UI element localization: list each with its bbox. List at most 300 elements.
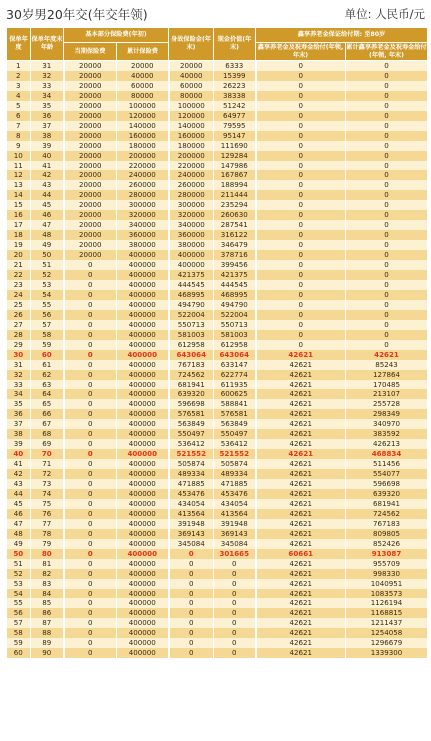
cell-pension-annual: 42621 [256,648,346,658]
cell-current-premium: 0 [64,310,117,320]
cell-death-benefit: 522004 [169,310,214,320]
cell-pension-annual: 0 [256,310,346,320]
cell-policy-year: 24 [7,290,31,300]
cell-cash-value: 643064 [214,350,256,360]
cell-cumulative-premium: 240000 [117,170,169,180]
cell-cumulative-premium: 400000 [117,360,169,370]
cell-policy-year: 59 [7,638,31,648]
cell-death-benefit: 0 [169,579,214,589]
cell-pension-annual: 42621 [256,499,346,509]
cell-pension-annual: 42621 [256,589,346,599]
cell-death-benefit: 140000 [169,121,214,131]
cell-age: 77 [31,519,64,529]
cell-pension-annual: 42621 [256,439,346,449]
cell-age: 32 [31,71,64,81]
cell-pension-cumulative: 0 [346,151,428,161]
table-row [7,330,428,340]
cell-policy-year: 37 [7,419,31,429]
cell-death-benefit: 421375 [169,270,214,280]
cell-cumulative-premium: 260000 [117,180,169,190]
cell-pension-cumulative: 998330 [346,569,428,579]
cell-age: 88 [31,628,64,638]
cell-current-premium: 0 [64,380,117,390]
table-row [7,499,428,509]
cell-cash-value: 581003 [214,330,256,340]
cell-death-benefit: 345084 [169,539,214,549]
cell-death-benefit: 0 [169,589,214,599]
table-row [7,608,428,618]
cell-death-benefit: 0 [169,628,214,638]
cell-current-premium: 20000 [64,170,117,180]
cell-pension-cumulative: 255728 [346,399,428,409]
cell-policy-year: 38 [7,429,31,439]
cell-cash-value: 588841 [214,399,256,409]
cell-pension-annual: 0 [256,340,346,350]
cell-current-premium: 0 [64,280,117,290]
cell-policy-year: 53 [7,579,31,589]
cell-cumulative-premium: 380000 [117,240,169,250]
cell-pension-annual: 42621 [256,579,346,589]
table-row [7,409,428,419]
cell-policy-year: 41 [7,459,31,469]
cell-cumulative-premium: 400000 [117,320,169,330]
cell-pension-annual: 0 [256,210,346,220]
cell-age: 40 [31,151,64,161]
cell-pension-annual: 42621 [256,598,346,608]
table-row [7,350,428,360]
cell-cash-value: 345084 [214,539,256,549]
cell-pension-annual: 0 [256,121,346,131]
cell-current-premium: 0 [64,300,117,310]
cell-pension-annual: 42621 [256,409,346,419]
cell-cumulative-premium: 400000 [117,638,169,648]
cell-cumulative-premium: 400000 [117,389,169,399]
table-row [7,220,428,230]
table-row [7,579,428,589]
cell-age: 70 [31,449,64,459]
table-row [7,131,428,141]
cell-pension-cumulative: 0 [346,200,428,210]
cell-death-benefit: 612958 [169,340,214,350]
cell-cash-value: 444545 [214,280,256,290]
cell-current-premium: 20000 [64,91,117,101]
cell-policy-year: 22 [7,270,31,280]
cell-pension-cumulative: 0 [346,91,428,101]
cell-cash-value: 399456 [214,260,256,270]
cell-cumulative-premium: 400000 [117,419,169,429]
header-cash-value: 现金价值(年末) [214,28,256,61]
cell-current-premium: 0 [64,350,117,360]
table-row [7,200,428,210]
table-row [7,429,428,439]
cell-age: 53 [31,280,64,290]
cell-age: 72 [31,469,64,479]
cell-policy-year: 48 [7,529,31,539]
cell-policy-year: 17 [7,220,31,230]
cell-pension-annual: 42621 [256,608,346,618]
cell-policy-year: 49 [7,539,31,549]
cell-age: 86 [31,608,64,618]
table-row [7,230,428,240]
cell-cash-value: 129284 [214,151,256,161]
cell-cumulative-premium: 400000 [117,439,169,449]
cell-pension-cumulative: 554077 [346,469,428,479]
cell-pension-cumulative: 0 [346,131,428,141]
table-row [7,71,428,81]
cell-age: 51 [31,260,64,270]
cell-pension-cumulative: 0 [346,230,428,240]
cell-cash-value: 64977 [214,111,256,121]
cell-death-benefit: 536412 [169,439,214,449]
cell-pension-cumulative: 42621 [346,350,428,360]
cell-policy-year: 40 [7,449,31,459]
cell-current-premium: 0 [64,260,117,270]
cell-current-premium: 20000 [64,101,117,111]
cell-cash-value: 260630 [214,210,256,220]
cell-cumulative-premium: 400000 [117,310,169,320]
cell-cumulative-premium: 400000 [117,499,169,509]
cell-current-premium: 20000 [64,151,117,161]
cell-age: 37 [31,121,64,131]
cell-current-premium: 20000 [64,61,117,71]
cell-age: 61 [31,360,64,370]
cell-pension-cumulative: 1168815 [346,608,428,618]
cell-policy-year: 5 [7,101,31,111]
cell-age: 79 [31,539,64,549]
cell-cash-value: 38338 [214,91,256,101]
cell-cumulative-premium: 400000 [117,250,169,260]
cell-current-premium: 20000 [64,71,117,81]
cell-pension-annual: 0 [256,161,346,171]
cell-age: 55 [31,300,64,310]
cell-cumulative-premium: 400000 [117,579,169,589]
cell-death-benefit: 596698 [169,399,214,409]
cell-policy-year: 13 [7,180,31,190]
cell-current-premium: 0 [64,638,117,648]
cell-policy-year: 50 [7,549,31,559]
cell-cash-value: 612958 [214,340,256,350]
cell-cash-value: 611935 [214,380,256,390]
header-cumulative-premium: 累计保险费 [117,43,169,61]
table-row [7,469,428,479]
cell-cumulative-premium: 220000 [117,161,169,171]
cell-policy-year: 35 [7,399,31,409]
cell-policy-year: 39 [7,439,31,449]
cell-death-benefit: 200000 [169,151,214,161]
cell-cash-value: 522004 [214,310,256,320]
cell-pension-cumulative: 955709 [346,559,428,569]
cell-pension-cumulative: 0 [346,111,428,121]
cell-pension-annual: 0 [256,240,346,250]
cell-current-premium: 0 [64,559,117,569]
cell-age: 66 [31,409,64,419]
cell-current-premium: 20000 [64,210,117,220]
cell-pension-cumulative: 0 [346,220,428,230]
cell-current-premium: 0 [64,509,117,519]
table-row [7,648,428,658]
cell-policy-year: 21 [7,260,31,270]
cell-death-benefit: 576581 [169,409,214,419]
benefit-table [6,27,428,658]
cell-pension-cumulative: 0 [346,250,428,260]
cell-current-premium: 0 [64,608,117,618]
cell-pension-cumulative: 639320 [346,489,428,499]
cell-current-premium: 0 [64,320,117,330]
cell-cumulative-premium: 120000 [117,111,169,121]
cell-pension-cumulative: 681941 [346,499,428,509]
cell-cumulative-premium: 300000 [117,200,169,210]
cell-current-premium: 0 [64,389,117,399]
cell-pension-annual: 42621 [256,419,346,429]
cell-cumulative-premium: 40000 [117,71,169,81]
cell-death-benefit: 550497 [169,429,214,439]
table-row [7,519,428,529]
cell-age: 42 [31,170,64,180]
cell-current-premium: 20000 [64,250,117,260]
cell-current-premium: 0 [64,648,117,658]
table-row [7,479,428,489]
cell-current-premium: 20000 [64,200,117,210]
cell-age: 60 [31,350,64,360]
cell-cash-value: 0 [214,648,256,658]
cell-age: 84 [31,589,64,599]
cell-policy-year: 4 [7,91,31,101]
cell-pension-cumulative: 170485 [346,380,428,390]
cell-cumulative-premium: 400000 [117,608,169,618]
header-death-benefit: 身故保险金(年末) [169,28,214,61]
cell-death-benefit: 300000 [169,200,214,210]
cell-pension-annual: 42621 [256,469,346,479]
table-row [7,111,428,121]
cell-pension-cumulative: 852426 [346,539,428,549]
cell-pension-cumulative: 298349 [346,409,428,419]
header-current-premium: 当期保险费 [64,43,117,61]
cell-age: 67 [31,419,64,429]
cell-pension-cumulative: 85243 [346,360,428,370]
table-row [7,61,428,71]
cell-cash-value: 51242 [214,101,256,111]
cell-pension-cumulative: 0 [346,260,428,270]
cell-cash-value: 287541 [214,220,256,230]
cell-pension-cumulative: 1126194 [346,598,428,608]
cell-death-benefit: 369143 [169,529,214,539]
cell-policy-year: 12 [7,170,31,180]
table-row [7,449,428,459]
cell-policy-year: 29 [7,340,31,350]
cell-age: 39 [31,141,64,151]
cell-current-premium: 0 [64,579,117,589]
cell-age: 58 [31,330,64,340]
table-row [7,489,428,499]
cell-cumulative-premium: 400000 [117,569,169,579]
table-row [7,310,428,320]
cell-death-benefit: 40000 [169,71,214,81]
cell-death-benefit: 581003 [169,330,214,340]
cell-cumulative-premium: 400000 [117,559,169,569]
cell-policy-year: 26 [7,310,31,320]
cell-pension-annual: 0 [256,250,346,260]
cell-cumulative-premium: 400000 [117,459,169,469]
cell-age: 68 [31,429,64,439]
table-row [7,399,428,409]
cell-pension-annual: 42621 [256,489,346,499]
cell-cash-value: 316122 [214,230,256,240]
cell-cash-value: 111690 [214,141,256,151]
cell-age: 48 [31,230,64,240]
table-row [7,320,428,330]
cell-policy-year: 60 [7,648,31,658]
cell-policy-year: 44 [7,489,31,499]
cell-death-benefit: 468995 [169,290,214,300]
cell-policy-year: 57 [7,618,31,628]
table-row [7,340,428,350]
cell-death-benefit: 391948 [169,519,214,529]
cell-cumulative-premium: 400000 [117,340,169,350]
cell-current-premium: 20000 [64,240,117,250]
table-row [7,121,428,131]
cell-policy-year: 1 [7,61,31,71]
header-pension-cumulative: 累计鑫享养老金及祝寿金给付(年领, 年末) [346,43,427,59]
cell-cumulative-premium: 200000 [117,151,169,161]
cell-pension-cumulative: 1296679 [346,638,428,648]
cell-policy-year: 10 [7,151,31,161]
cell-policy-year: 2 [7,71,31,81]
cell-cash-value: 6333 [214,61,256,71]
cell-pension-annual: 42621 [256,389,346,399]
cell-pension-annual: 42621 [256,569,346,579]
cell-cumulative-premium: 400000 [117,489,169,499]
cell-pension-annual: 0 [256,61,346,71]
cell-death-benefit: 400000 [169,260,214,270]
cell-age: 81 [31,559,64,569]
cell-death-benefit: 550713 [169,320,214,330]
cell-pension-annual: 0 [256,300,346,310]
table-row [7,210,428,220]
cell-cumulative-premium: 400000 [117,290,169,300]
cell-cash-value: 633147 [214,360,256,370]
cell-death-benefit: 220000 [169,161,214,171]
cell-cash-value: 15399 [214,71,256,81]
cell-death-benefit: 453476 [169,489,214,499]
cell-age: 43 [31,180,64,190]
cell-cumulative-premium: 400000 [117,519,169,529]
cell-cumulative-premium: 80000 [117,91,169,101]
table-row [7,559,428,569]
cell-cumulative-premium: 400000 [117,260,169,270]
cell-pension-annual: 42621 [256,380,346,390]
cell-pension-annual: 60661 [256,549,346,559]
cell-pension-annual: 0 [256,91,346,101]
cell-cash-value: 378716 [214,250,256,260]
cell-policy-year: 42 [7,469,31,479]
table-row [7,180,428,190]
cell-death-benefit: 767183 [169,360,214,370]
cell-cash-value: 211444 [214,190,256,200]
table-row [7,260,428,270]
title-bar [0,0,431,26]
cell-policy-year: 56 [7,608,31,618]
cell-cash-value: 489334 [214,469,256,479]
cell-cumulative-premium: 400000 [117,539,169,549]
cell-current-premium: 20000 [64,180,117,190]
cell-pension-cumulative: 127864 [346,370,428,380]
cell-pension-cumulative: 0 [346,280,428,290]
cell-policy-year: 36 [7,409,31,419]
cell-pension-cumulative: 1254058 [346,628,428,638]
cell-age: 34 [31,91,64,101]
cell-age: 52 [31,270,64,280]
cell-pension-cumulative: 426213 [346,439,428,449]
cell-current-premium: 20000 [64,81,117,91]
cell-age: 45 [31,200,64,210]
cell-current-premium: 0 [64,439,117,449]
cell-cumulative-premium: 400000 [117,449,169,459]
cell-current-premium: 20000 [64,141,117,151]
cell-cumulative-premium: 20000 [117,61,169,71]
cell-death-benefit: 360000 [169,230,214,240]
cell-cash-value: 413564 [214,509,256,519]
cell-pension-annual: 0 [256,200,346,210]
cell-pension-cumulative: 0 [346,61,428,71]
table-row [7,509,428,519]
cell-pension-annual: 0 [256,290,346,300]
cell-pension-cumulative: 596698 [346,479,428,489]
cell-death-benefit: 681941 [169,380,214,390]
cell-death-benefit: 0 [169,608,214,618]
cell-policy-year: 32 [7,370,31,380]
table-row [7,459,428,469]
cell-age: 82 [31,569,64,579]
header-policy-year: 保单年度 [7,28,31,61]
cell-age: 83 [31,579,64,589]
cell-cash-value: 421375 [214,270,256,280]
cell-age: 78 [31,529,64,539]
table-row [7,389,428,399]
cell-cumulative-premium: 340000 [117,220,169,230]
cell-policy-year: 55 [7,598,31,608]
cell-current-premium: 0 [64,549,117,559]
cell-pension-cumulative: 809805 [346,529,428,539]
cell-pension-cumulative: 0 [346,210,428,220]
cell-pension-cumulative: 0 [346,121,428,131]
cell-cumulative-premium: 400000 [117,409,169,419]
table-row [7,240,428,250]
cell-age: 36 [31,111,64,121]
cell-policy-year: 47 [7,519,31,529]
cell-age: 69 [31,439,64,449]
cell-current-premium: 20000 [64,190,117,200]
cell-current-premium: 0 [64,360,117,370]
cell-pension-annual: 42621 [256,429,346,439]
cell-policy-year: 43 [7,479,31,489]
unit-label: 单位: 人民币/元 [344,7,425,21]
table-row [7,569,428,579]
cell-cumulative-premium: 400000 [117,270,169,280]
cell-cash-value: 0 [214,628,256,638]
cell-cumulative-premium: 360000 [117,230,169,240]
cell-age: 73 [31,479,64,489]
cell-cumulative-premium: 400000 [117,350,169,360]
cell-policy-year: 58 [7,628,31,638]
cell-current-premium: 0 [64,569,117,579]
header-group-basic: 基本部分保险费(年初) [64,28,169,43]
table-row [7,81,428,91]
cell-policy-year: 14 [7,190,31,200]
cell-pension-cumulative: 0 [346,180,428,190]
cell-policy-year: 25 [7,300,31,310]
cell-policy-year: 30 [7,350,31,360]
table-row [7,360,428,370]
